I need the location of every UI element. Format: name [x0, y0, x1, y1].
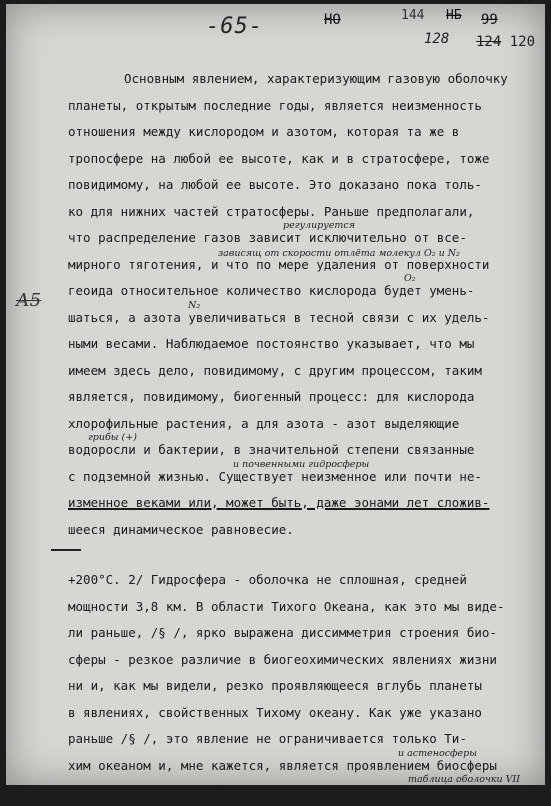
text-line: мирного тяготения, и что по мере удаления от поверхности [68, 256, 490, 272]
text-line: в строении планеты. Из того, что указано в §59, с гра- [68, 784, 475, 799]
archive-mark-3: НБ [446, 8, 462, 23]
page-header [6, 4, 545, 50]
archive-mark-4: 99 [481, 12, 498, 28]
archive-mark-1: НО [324, 12, 341, 28]
margin-annotation: А5 [16, 290, 42, 311]
archive-mark-6a: 124 [476, 34, 502, 50]
text-line: Основным явлением, характеризующим газовую оболочку [124, 71, 508, 86]
text-line: сферы - резкое различие в биогеохимических явлениях жизни [68, 651, 497, 667]
handwritten-insertion: зависящ от скорости отлёта молекул O₂ и N₂ [218, 247, 460, 259]
text-line: тропосфере на любой ее высоте, как и в стратосфере, тоже [68, 150, 490, 166]
text-line: мощности 3,8 км. В области Тихого Океана, как это мы виде- [68, 598, 505, 614]
text-line: отношения между кислородом и азотом, которая та же в [68, 124, 460, 139]
text-line-with-insert [68, 458, 538, 491]
text-line: планеты, открытым последние годы, является неизменность [68, 97, 482, 113]
handwritten-insertion: O₂ [404, 273, 416, 284]
text-line: геоида относительное количество кислорода будет умень- [68, 283, 475, 298]
text-line-with-insert [68, 273, 538, 305]
document-page [6, 4, 545, 799]
archive-mark-2: 144 [401, 8, 425, 23]
text-line: ными весами. Наблюдаемое постоянство указывает, что мы [68, 336, 475, 351]
text-line: ли раньше, /§ /, ярко выражена диссимметрия строения био- [68, 625, 497, 640]
archive-mark-6b: 120 [509, 34, 536, 50]
handwritten-insertion: N₂ [188, 299, 201, 311]
handwritten-insertion: таблица оболочки VII [408, 774, 521, 785]
text-line: водоросли и бактерии, в значительной степени связанные [68, 442, 475, 457]
text-line: повидимому, на любой ее высоте. Это доказано пока толь- [68, 177, 482, 192]
text-line: в явлениях, свойственных Тихому океану. Как уже указано [68, 704, 482, 720]
text-line: что распределение газов зависит исключительно от все- [68, 230, 467, 245]
text-line: изменное веками или, может быть, даже эонами лет сложив- [68, 495, 490, 510]
page-number: -65- [206, 14, 263, 39]
text-line: +200°С. 2/ Гидросфера - оболочка не сплошная, средней [68, 572, 467, 587]
text-line: хим океаном и, мне кажется, является проявлением биосферы [68, 757, 497, 773]
text-line: является, повидимому, биогенный процесс: для кислорода [68, 389, 475, 404]
text-line-with-insert [68, 247, 538, 279]
text-line: ко для нижних частей стратосферы. Раньше предполагали, [68, 203, 475, 219]
handwritten-insertion: грибы (+) [88, 432, 137, 443]
document-body [68, 66, 538, 806]
text-line-with-insert [68, 774, 538, 806]
text-line: с подземной жизнью. Существует неизменное или почти не- [68, 468, 482, 484]
text-line: ни и, как мы видели, резко проявляющееся вглубь планеты [68, 678, 482, 693]
handwritten-insertion: и астеносферы [398, 747, 477, 759]
handwritten-insertion: и почвенными гидросферы [233, 458, 370, 470]
text-line: шаться, а азота увеличиваться в тесной связи с их удель- [68, 309, 490, 325]
text-line: раньше /§ /, это явление не ограничивается только Ти- [68, 731, 467, 746]
handwritten-insertion: регулируется [283, 220, 356, 231]
text-line: шееся динамическое равновесие. [68, 521, 294, 537]
text-line: имеем здесь дело, повидимому, с другим процессом, таким [68, 362, 482, 378]
archive-mark-6 [476, 34, 535, 50]
archive-mark-5: 128 [424, 31, 450, 47]
text-line: хлорофильные растения, а для азота - азот выделяющие [68, 415, 460, 431]
text-line-with-insert [68, 299, 538, 332]
paragraph-gap [68, 543, 538, 567]
